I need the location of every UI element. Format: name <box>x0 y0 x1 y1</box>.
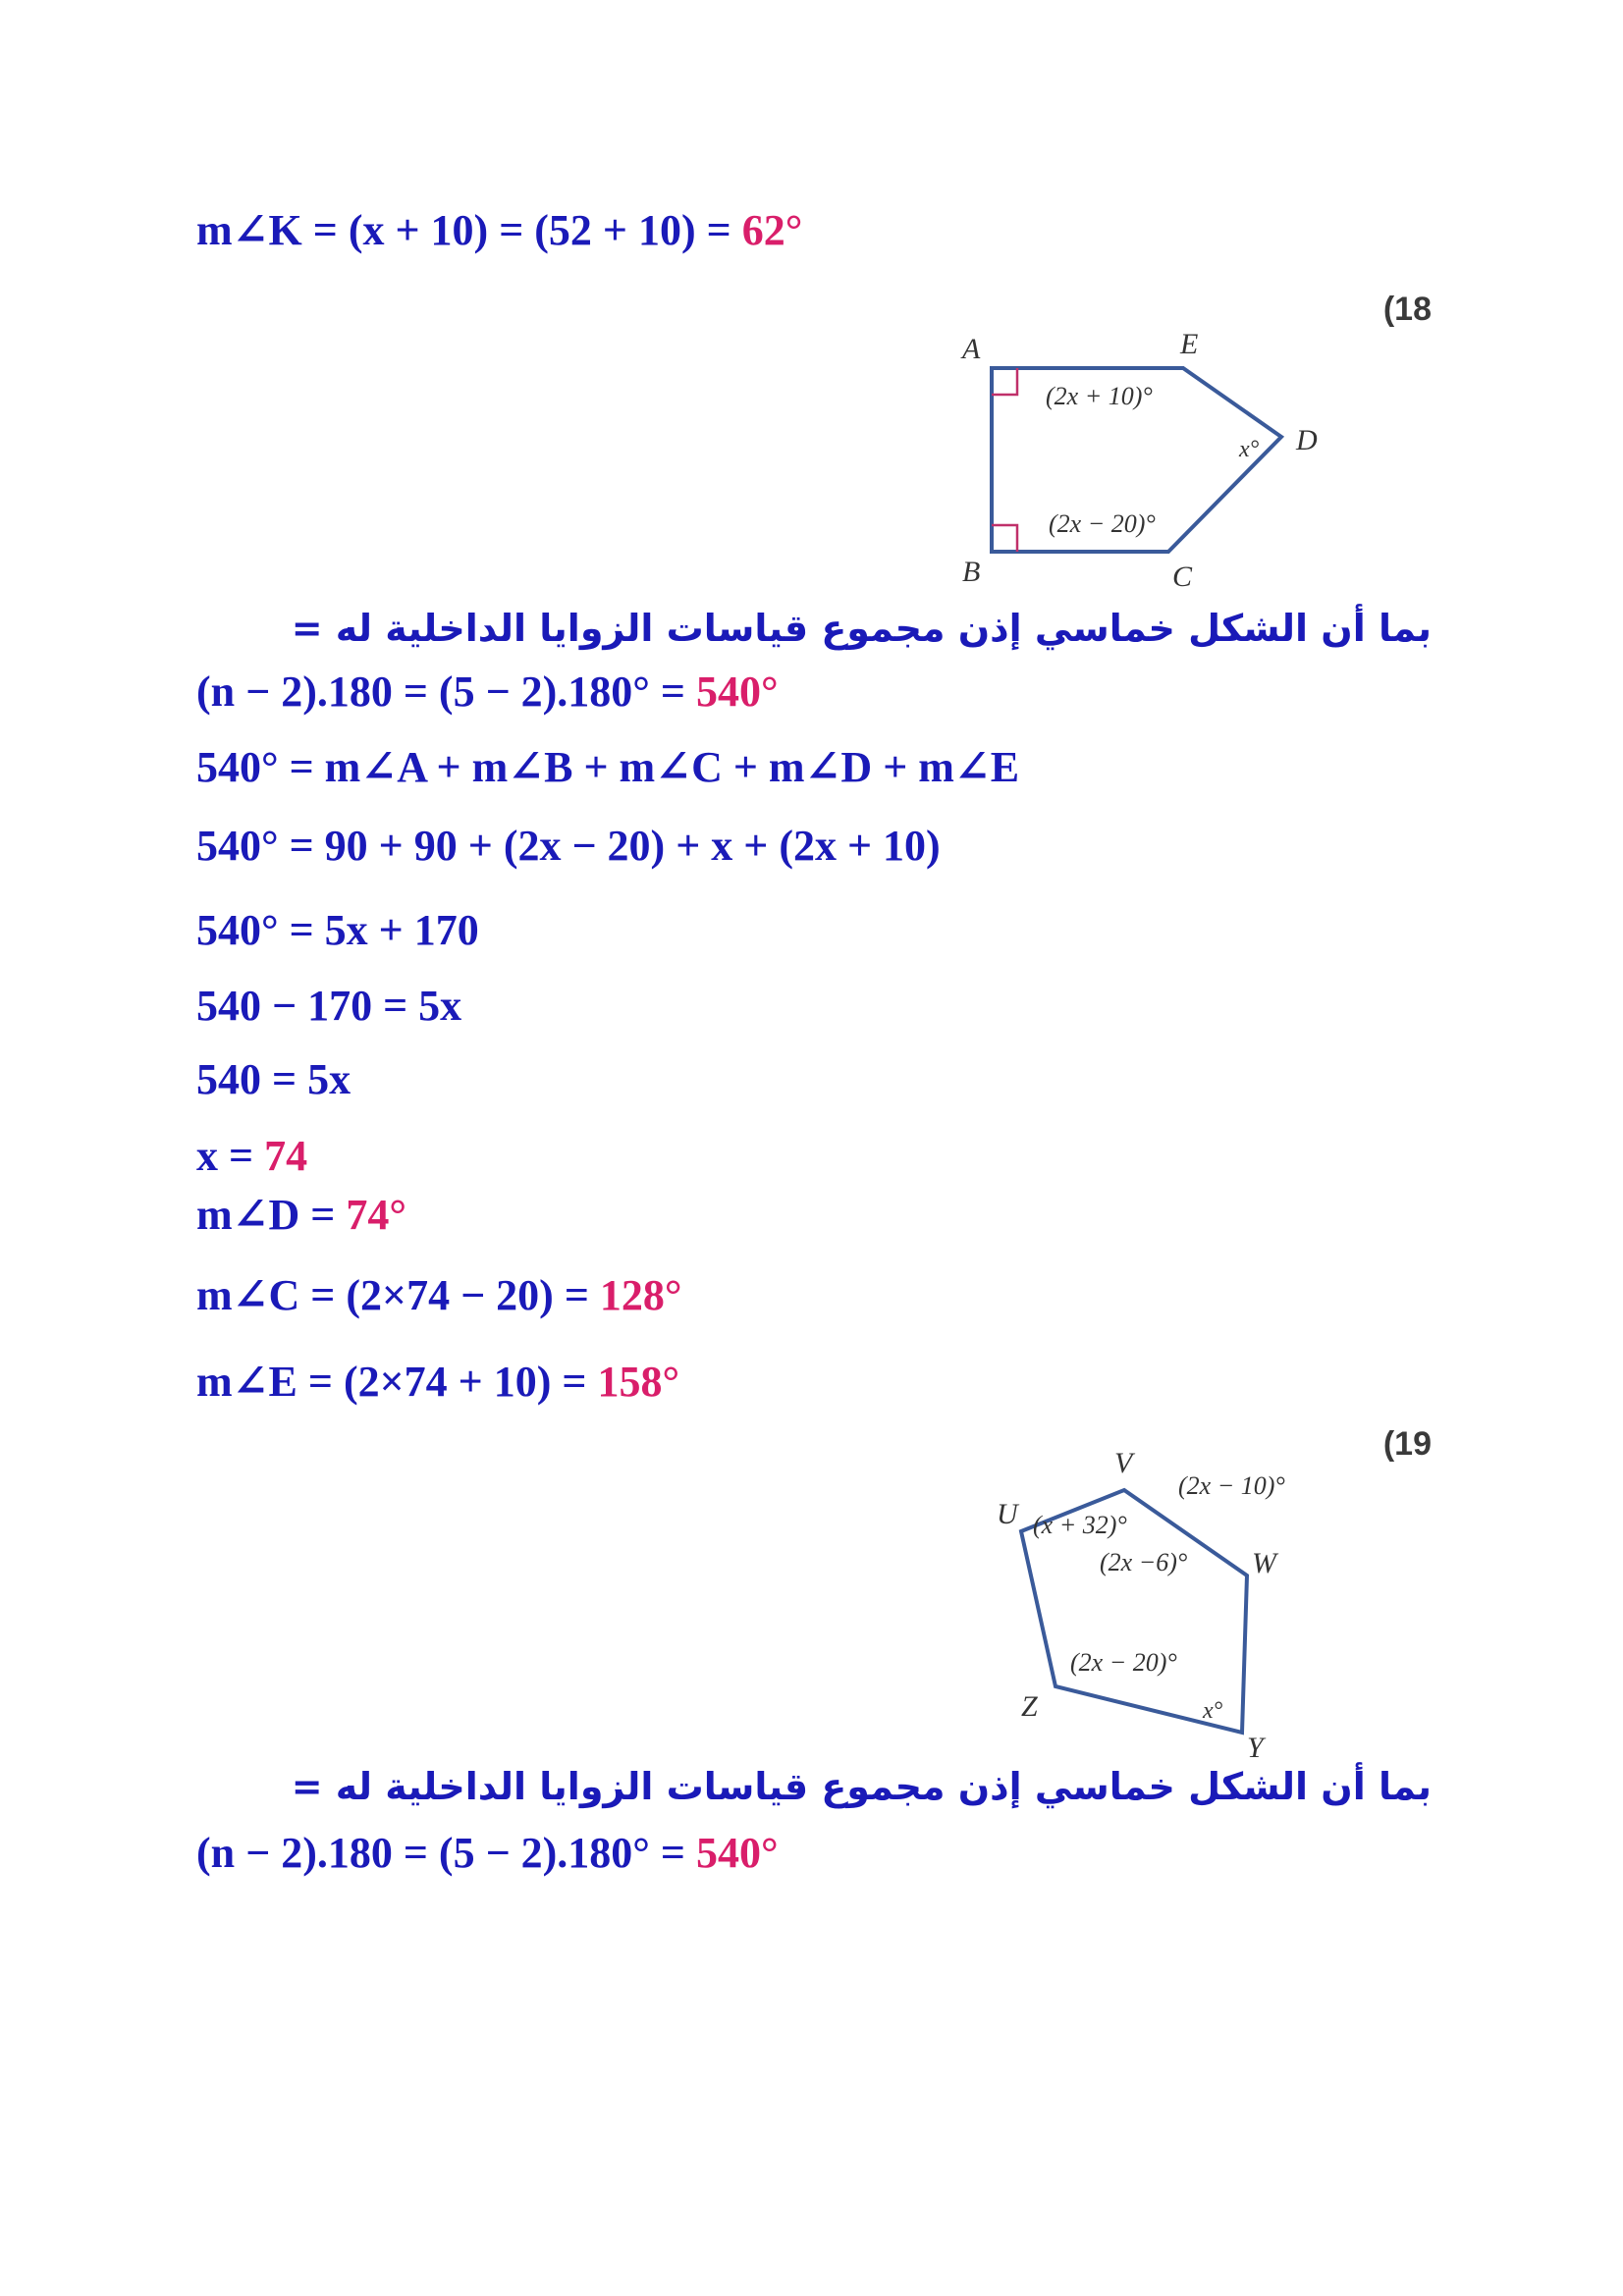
equation-angle-d: m∠D = 74° <box>196 1191 406 1239</box>
vertex-w: W <box>1252 1547 1276 1579</box>
angle-v-label: (2x − 10)° <box>1178 1471 1285 1500</box>
angle-e-label: (2x + 10)° <box>1046 382 1153 410</box>
equation-subtract: 540 − 170 = 5x <box>196 982 462 1030</box>
angle-c-label: (2x − 20)° <box>1049 509 1156 538</box>
vertex-u: U <box>997 1498 1018 1530</box>
equation-5x: 540 = 5x <box>196 1055 352 1103</box>
vertex-v: V <box>1114 1447 1133 1479</box>
equation-x-value: x = 74 <box>196 1132 308 1180</box>
arabic-statement-2: بما أن الشكل خماسي إذن مجموع قياسات الزوايا الداخلية له = <box>291 1765 1432 1808</box>
arabic-statement-1: بما أن الشكل خماسي إذن مجموع قياسات الزوايا الداخلية له = <box>291 607 1432 650</box>
problem-number-18: (18 <box>1382 291 1432 328</box>
equation-angle-c: m∠C = (2×74 − 20) = 128° <box>196 1271 682 1319</box>
angle-w-label: (2x −6)° <box>1100 1548 1188 1576</box>
problem-number-19: (19 <box>1382 1425 1432 1463</box>
vertex-a: A <box>962 333 981 365</box>
vertex-z: Z <box>1021 1690 1038 1723</box>
pentagon-abcde-figure <box>943 324 1325 599</box>
equation-simplify: 540° = 5x + 170 <box>196 906 479 954</box>
angle-y-label: x° <box>1203 1698 1223 1724</box>
vertex-d: D <box>1296 424 1318 456</box>
vertex-y: Y <box>1247 1732 1264 1762</box>
equation-angle-total: 540° = m∠A + m∠B + m∠C + m∠D + m∠E <box>196 743 1020 791</box>
equation-angle-k: m∠K = (x + 10) = (52 + 10) = 62° <box>196 206 803 254</box>
equation-substitute: 540° = 90 + 90 + (2x − 20) + x + (2x + 10) <box>196 822 941 870</box>
pentagon-uvwyz-figure <box>982 1423 1355 1762</box>
vertex-b: B <box>962 556 981 588</box>
equation-angle-sum-1: (n − 2).180 = (5 − 2).180° = 540° <box>196 667 779 716</box>
equation-angle-e: m∠E = (2×74 + 10) = 158° <box>196 1358 680 1406</box>
equation-angle-sum-2: (n − 2).180 = (5 − 2).180° = 540° <box>196 1829 779 1877</box>
angle-u-label: (x + 32)° <box>1033 1511 1127 1539</box>
angle-d-label: x° <box>1239 437 1260 462</box>
vertex-c: C <box>1172 561 1193 593</box>
vertex-e: E <box>1180 328 1199 360</box>
angle-z-label: (2x − 20)° <box>1070 1648 1177 1677</box>
